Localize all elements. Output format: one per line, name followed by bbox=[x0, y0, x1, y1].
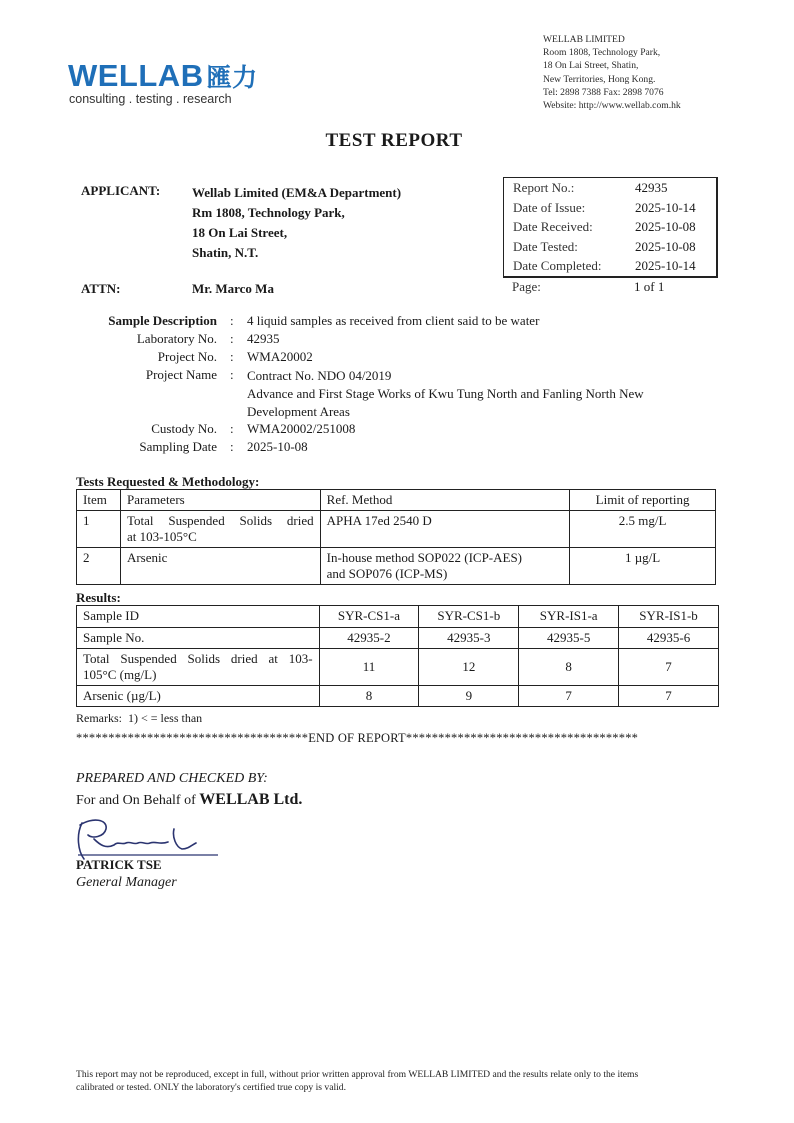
tests-header-row bbox=[77, 490, 716, 511]
tss-value-cell: 11 bbox=[319, 649, 419, 686]
applicant-address bbox=[192, 183, 401, 263]
page-value: 1 of 1 bbox=[634, 279, 665, 294]
info-row-report-no bbox=[504, 178, 716, 198]
table-row bbox=[77, 649, 719, 686]
address-line: Room 1808, Technology Park, bbox=[543, 47, 661, 59]
custody-no-value: WMA20002/251008 bbox=[247, 421, 356, 436]
sample-description-value: 4 liquid samples as received from client said to be water bbox=[247, 313, 540, 328]
custody-no-label: Custody No. bbox=[151, 421, 217, 436]
info-row-date-tested bbox=[504, 237, 716, 257]
item-cell: 2 bbox=[77, 548, 121, 585]
end-of-report-line: ************************************END OF REPORT************************************ bbox=[76, 731, 639, 745]
row-label-cell: Arsenic (µg/L) bbox=[77, 686, 320, 707]
project-name-line: Advance and First Stage Works of Kwu Tung North and Fanling North New bbox=[247, 386, 644, 401]
row-label-cell: Sample ID bbox=[77, 606, 320, 628]
sample-id-cell: SYR-CS1-a bbox=[319, 606, 419, 628]
method-cell bbox=[320, 511, 570, 548]
info-label: Date Received: bbox=[513, 219, 593, 234]
signatory-position: General Manager bbox=[76, 875, 177, 890]
row-label-cell: Sample No. bbox=[77, 628, 320, 649]
page-number-row bbox=[503, 279, 715, 299]
applicant-line: Rm 1808, Technology Park, bbox=[192, 205, 345, 220]
footer-disclaimer bbox=[76, 1068, 736, 1094]
limit-cell: 2.5 mg/L bbox=[570, 511, 716, 548]
table-row bbox=[77, 548, 716, 585]
lab-no-value: 42935 bbox=[247, 331, 280, 346]
header-cell: Limit of reporting bbox=[570, 490, 716, 511]
info-label: Report No.: bbox=[513, 180, 575, 195]
info-value: 2025-10-08 bbox=[635, 219, 696, 234]
sep-colon: : bbox=[230, 367, 234, 382]
sep-colon: : bbox=[230, 331, 234, 346]
tests-table bbox=[76, 489, 716, 585]
address-line: Website: http://www.wellab.com.hk bbox=[543, 100, 681, 112]
method-line: APHA 17ed 2540 D bbox=[326, 513, 432, 528]
info-value: 42935 bbox=[635, 180, 668, 195]
sample-no-cell: 42935-5 bbox=[519, 628, 619, 649]
company-logo bbox=[68, 58, 258, 106]
logo-wordmark: WELLAB bbox=[68, 58, 204, 93]
info-label: Date of Issue: bbox=[513, 199, 586, 215]
results-heading: Results: bbox=[76, 590, 121, 605]
project-no-value: WMA20002 bbox=[247, 349, 313, 364]
arsenic-value-cell: 9 bbox=[419, 686, 519, 707]
sample-id-cell: SYR-IS1-a bbox=[519, 606, 619, 628]
logo-tagline: consulting . testing . research bbox=[69, 92, 232, 106]
applicant-label: APPLICANT: bbox=[81, 183, 161, 198]
applicant-line: Shatin, N.T. bbox=[192, 245, 259, 260]
header-cell: Item bbox=[77, 490, 121, 511]
sample-id-cell: SYR-CS1-b bbox=[419, 606, 519, 628]
tss-value-cell: 7 bbox=[619, 649, 719, 686]
arsenic-value-cell: 8 bbox=[319, 686, 419, 707]
footer-line: calibrated or tested. ONLY the laboratory's certified true copy is valid. bbox=[76, 1082, 347, 1093]
info-label: Date Tested: bbox=[513, 238, 578, 254]
sampling-date-label: Sampling Date bbox=[139, 439, 217, 454]
project-name-value bbox=[247, 367, 644, 421]
sampling-date-value: 2025-10-08 bbox=[247, 439, 308, 454]
attn-label: ATTN: bbox=[81, 281, 121, 296]
method-cell bbox=[320, 548, 570, 585]
behalf-company: WELLAB Ltd. bbox=[199, 791, 303, 808]
company-address bbox=[543, 33, 681, 112]
project-name-line: Contract No. NDO 04/2019 bbox=[247, 368, 392, 383]
method-line: In-house method SOP022 (ICP-AES) bbox=[326, 550, 523, 565]
parameter-line: at 103-105°C bbox=[126, 529, 197, 544]
sample-no-cell: 42935-3 bbox=[419, 628, 519, 649]
method-line: and SOP076 (ICP-MS) bbox=[326, 566, 448, 581]
info-label: Date Completed: bbox=[513, 258, 602, 273]
signatory-name: PATRICK TSE bbox=[76, 857, 162, 872]
tss-label-line: Total Suspended Solids dried at 103- bbox=[83, 651, 313, 666]
report-info-box bbox=[503, 177, 718, 278]
page-label: Page: bbox=[512, 279, 541, 294]
remarks: Remarks: 1) < = less than bbox=[76, 711, 203, 725]
parameter-cell bbox=[120, 511, 320, 548]
attn-value: Mr. Marco Ma bbox=[192, 281, 274, 296]
table-row bbox=[77, 628, 719, 649]
tests-heading: Tests Requested & Methodology: bbox=[76, 474, 260, 489]
tss-label-line: 105°C (mg/L) bbox=[83, 667, 157, 682]
info-row-date-of-issue bbox=[504, 198, 716, 218]
address-line: New Territories, Hong Kong. bbox=[543, 73, 656, 85]
item-cell: 1 bbox=[77, 511, 121, 548]
prepared-by-label: PREPARED AND CHECKED BY: bbox=[76, 771, 268, 786]
sep-colon: : bbox=[230, 313, 234, 328]
header-cell: Ref. Method bbox=[320, 490, 570, 511]
sample-no-cell: 42935-2 bbox=[319, 628, 419, 649]
tss-value-cell: 12 bbox=[419, 649, 519, 686]
project-name-line: Development Areas bbox=[247, 404, 350, 419]
tss-value-cell: 8 bbox=[519, 649, 619, 686]
on-behalf-line bbox=[76, 791, 302, 809]
info-value: 2025-10-08 bbox=[635, 238, 696, 254]
project-name-label: Project Name bbox=[145, 367, 217, 382]
sep-colon: : bbox=[230, 439, 234, 454]
sample-id-cell: SYR-IS1-b bbox=[619, 606, 719, 628]
parameter-cell bbox=[120, 548, 320, 585]
parameter-line: Arsenic bbox=[126, 550, 168, 565]
sample-description-label: Sample Description bbox=[108, 313, 217, 328]
header-cell: Parameters bbox=[120, 490, 320, 511]
behalf-prefix: For and On Behalf of bbox=[76, 793, 196, 808]
address-line: 18 On Lai Street, Shatin, bbox=[543, 60, 639, 72]
parameter-line: Total Suspended Solids dried bbox=[126, 513, 314, 528]
info-value: 2025-10-14 bbox=[635, 199, 696, 215]
results-table bbox=[76, 605, 719, 707]
logo-chinese: 匯力 bbox=[206, 63, 258, 92]
applicant-line: 18 On Lai Street, bbox=[192, 225, 288, 240]
table-row bbox=[77, 511, 716, 548]
address-line: WELLAB LIMITED bbox=[543, 34, 625, 45]
lab-no-label: Laboratory No. bbox=[136, 331, 217, 346]
arsenic-value-cell: 7 bbox=[619, 686, 719, 707]
info-value: 2025-10-14 bbox=[635, 258, 696, 273]
info-row-date-completed bbox=[504, 256, 716, 276]
row-label-cell bbox=[77, 649, 320, 686]
footer-line: This report may not be reproduced, except in full, without prior written approval from WELLAB LIMITED and the results relate only to the items bbox=[76, 1069, 639, 1080]
applicant-line: Wellab Limited (EM&A Department) bbox=[192, 185, 402, 200]
address-line: Tel: 2898 7388 Fax: 2898 7076 bbox=[543, 86, 664, 98]
info-row-date-received bbox=[504, 217, 716, 237]
report-title: TEST REPORT bbox=[325, 130, 463, 151]
arsenic-value-cell: 7 bbox=[519, 686, 619, 707]
sep-colon: : bbox=[230, 349, 234, 364]
table-row bbox=[77, 606, 719, 628]
table-row bbox=[77, 686, 719, 707]
project-no-label: Project No. bbox=[157, 349, 217, 364]
sample-no-cell: 42935-6 bbox=[619, 628, 719, 649]
limit-cell: 1 µg/L bbox=[570, 548, 716, 585]
sep-colon: : bbox=[230, 421, 234, 436]
